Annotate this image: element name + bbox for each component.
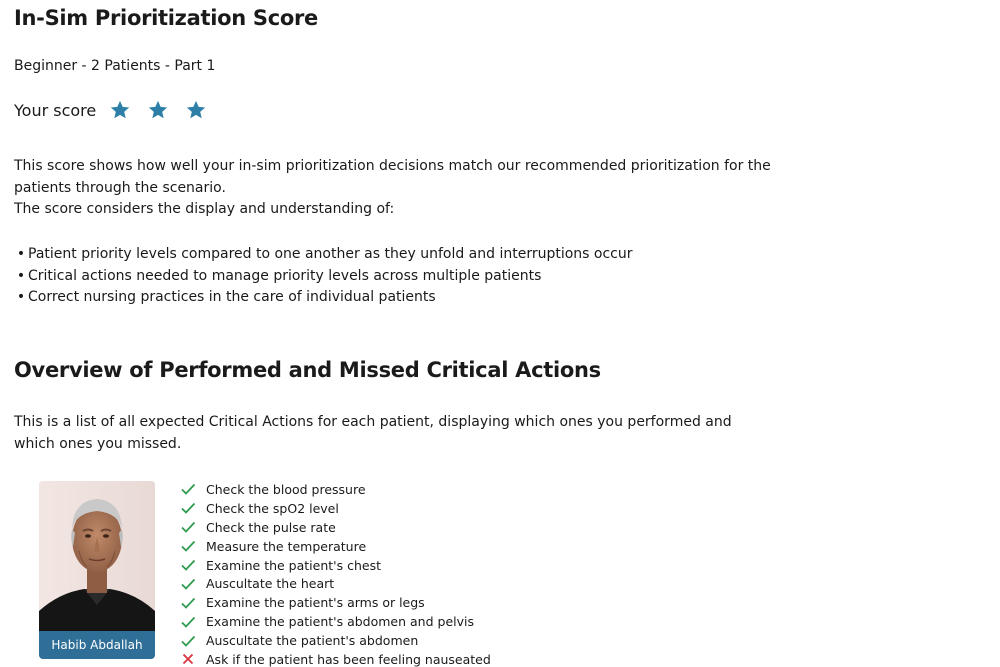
score-description-line: This score shows how well your in-sim prioritization decisions match our recommended prioritization for the patients through the scenario. [14,158,771,196]
critical-action-label: Check the pulse rate [206,519,336,535]
critical-action-item [180,480,491,499]
criteria-list [14,244,633,309]
critical-action-item [180,612,491,631]
score-row [14,96,218,124]
list-item [14,244,633,266]
check-icon [180,576,196,592]
critical-action-label: Examine the patient's arms or legs [206,595,425,611]
star-icon [185,99,207,121]
critical-action-item [180,593,491,612]
check-icon [180,595,196,611]
star-icon [109,99,131,121]
score-label: Your score [14,100,97,120]
overview-description: This is a list of all expected Critical Actions for each patient, displaying which ones you performed and which ones you missed. [14,414,732,452]
critical-action-item [180,537,491,556]
score-stars [104,99,218,121]
critical-action-label: Auscultate the patient's abdomen [206,633,419,649]
check-icon [180,633,196,649]
patient-card[interactable] [39,481,155,659]
bullet-icon: • [16,267,26,284]
critical-action-label: Examine the patient's abdomen and pelvis [206,614,474,630]
list-item-text: Correct nursing practices in the care of individual patients [28,289,436,306]
check-icon [180,557,196,573]
critical-action-label: Ask if the patient has been feeling nauseated [206,651,491,667]
check-icon [180,500,196,516]
critical-action-label: Measure the temperature [206,538,367,554]
critical-action-item [180,518,491,537]
list-item-text: Patient priority levels compared to one another as they unfold and interruptions occur [28,246,633,262]
list-item [14,266,633,288]
critical-action-item [180,631,491,650]
critical-action-item [180,574,491,593]
page-title: In-Sim Prioritization Score [14,6,318,30]
check-icon [180,614,196,630]
patient-name: Habib Abdallah [39,631,155,659]
score-description-line: The score considers the display and understanding of: [14,201,395,217]
bullet-icon: • [16,289,26,306]
check-icon [180,481,196,497]
scenario-subtitle: Beginner - 2 Patients - Part 1 [14,58,216,74]
star-icon [147,99,169,121]
overview-title: Overview of Performed and Missed Critical Actions [14,358,601,382]
critical-action-label: Check the blood pressure [206,481,366,497]
bullet-icon: • [16,246,26,262]
check-icon [180,519,196,535]
critical-action-item [180,499,491,518]
check-icon [180,538,196,554]
cross-icon [180,651,196,667]
critical-action-label: Examine the patient's chest [206,557,381,573]
list-item [14,287,633,309]
critical-action-item [180,556,491,575]
score-description [14,156,774,221]
critical-actions-list [180,480,491,667]
patient-avatar [39,481,155,631]
list-item-text: Critical actions needed to manage priority levels across multiple patients [28,267,542,284]
critical-action-item [180,650,491,667]
critical-action-label: Auscultate the heart [206,576,335,592]
critical-action-label: Check the spO2 level [206,500,339,516]
